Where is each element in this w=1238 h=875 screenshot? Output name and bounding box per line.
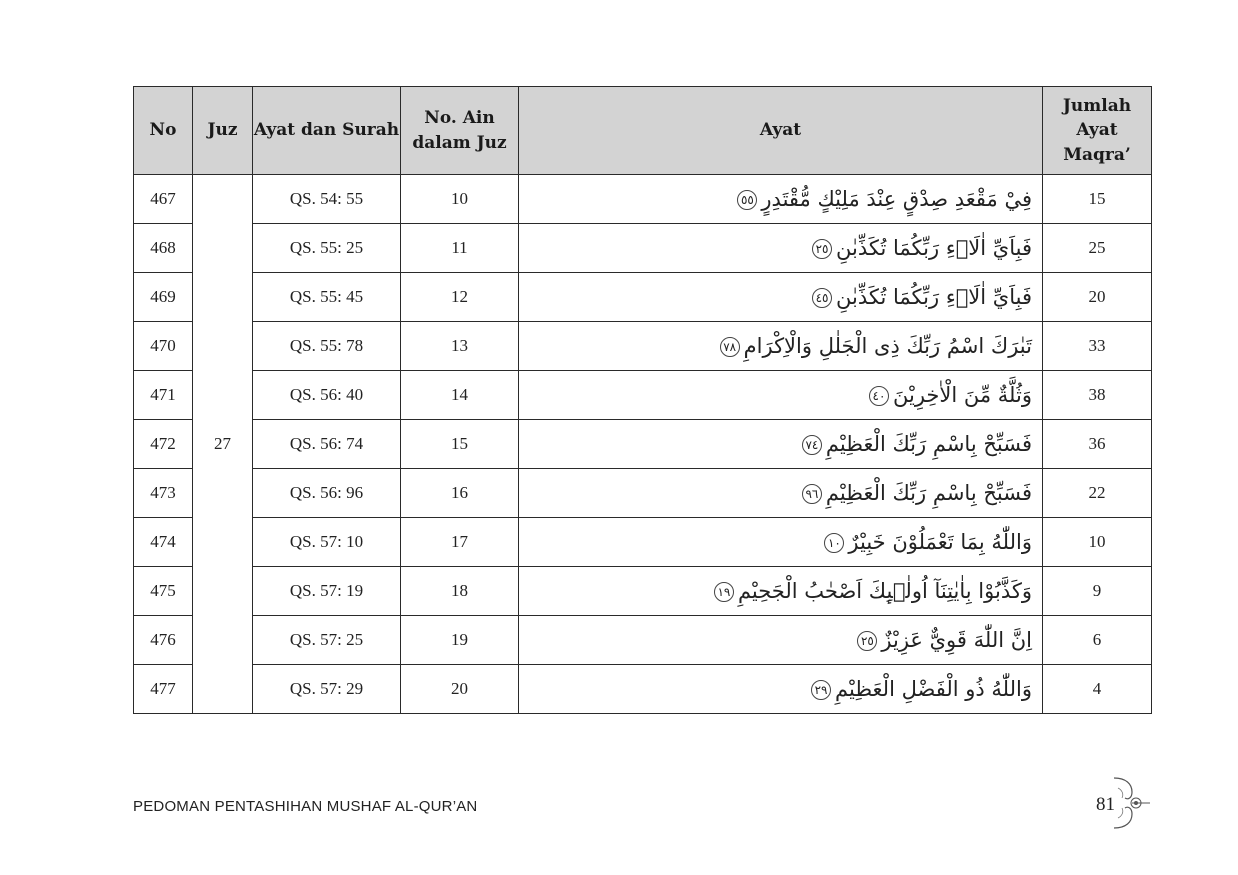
cell-surah: QS. 57: 10 [253,518,401,567]
header-jumlah-line2: Ayat [1076,120,1118,141]
cell-no: 471 [134,371,193,420]
cell-surah: QS. 57: 19 [253,567,401,616]
table-row [134,665,1152,714]
table-row [134,224,1152,273]
ayat-text: وَاللّٰهُ ذُو الْفَضْلِ الْعَظِيْمِ [835,677,1032,701]
ayat-text: فَبِاَيِّ اٰلَاۤءِ رَبِّكُمَا تُكَذِّبٰنِ [836,285,1032,309]
table-row [134,273,1152,322]
cell-jumlah: 9 [1043,567,1152,616]
ayah-end-marker-icon: ٤٥ [812,288,832,308]
ayat-text: فَسَبِّحْ بِاسْمِ رَبِّكَ الْعَظِيْمِ [825,481,1032,505]
cell-jumlah: 10 [1043,518,1152,567]
cell-ain: 13 [401,322,519,371]
ayat-text: فِيْ مَقْعَدِ صِدْقٍ عِنْدَ مَلِيْكٍ مُّقْتَدِرٍ [761,187,1032,211]
cell-jumlah: 36 [1043,420,1152,469]
cell-jumlah: 20 [1043,273,1152,322]
ayat-text: وَكَذَّبُوْا بِاٰيٰتِنَآ اُولٰۤىِٕكَ اَصْحٰبُ الْجَحِيْمِ [737,579,1032,603]
cell-surah: QS. 55: 78 [253,322,401,371]
cell-ayat [519,371,1043,420]
table-row [134,322,1152,371]
cell-no: 473 [134,469,193,518]
ayat-text: فَسَبِّحْ بِاسْمِ رَبِّكَ الْعَظِيْمِ [825,432,1032,456]
ayah-end-marker-icon: ٢٩ [811,680,831,700]
cell-ayat [519,224,1043,273]
table-row [134,518,1152,567]
cell-ayat [519,567,1043,616]
cell-surah: QS. 56: 40 [253,371,401,420]
header-jumlah-line3: Maqra’ [1063,144,1131,165]
cell-ain: 14 [401,371,519,420]
cell-surah: QS. 56: 96 [253,469,401,518]
cell-no: 477 [134,665,193,714]
cell-no: 467 [134,175,193,224]
table-row [134,616,1152,665]
header-no-ain [401,87,519,175]
cell-ayat [519,175,1043,224]
cell-ain: 10 [401,175,519,224]
ornament-icon [1108,774,1154,832]
cell-surah: QS. 57: 25 [253,616,401,665]
cell-no: 472 [134,420,193,469]
cell-no: 475 [134,567,193,616]
table-body [134,175,1152,714]
cell-jumlah: 38 [1043,371,1152,420]
ayah-end-marker-icon: ٧٤ [802,435,822,455]
ayat-text: فَبِاَيِّ اٰلَاۤءِ رَبِّكُمَا تُكَذِّبٰنِ [836,236,1032,260]
header-no: No [134,87,193,175]
page-number: 81 [1096,794,1115,815]
cell-jumlah: 15 [1043,175,1152,224]
cell-ayat [519,273,1043,322]
table-row [134,175,1152,224]
header-juz: Juz [193,87,253,175]
header-jumlah [1043,87,1152,175]
ayah-end-marker-icon: ٩٦ [802,484,822,504]
ayah-end-marker-icon: ٢٥ [857,631,877,651]
cell-ain: 17 [401,518,519,567]
ayah-end-marker-icon: ٢٥ [812,239,832,259]
ayat-text: اِنَّ اللّٰهَ قَوِيٌّ عَزِيْزٌ [881,628,1032,652]
cell-no: 474 [134,518,193,567]
cell-ain: 15 [401,420,519,469]
cell-ayat [519,322,1043,371]
cell-ain: 12 [401,273,519,322]
table-row [134,469,1152,518]
cell-ayat [519,420,1043,469]
cell-surah: QS. 57: 29 [253,665,401,714]
cell-no: 470 [134,322,193,371]
ayah-end-marker-icon: ٥٥ [737,190,757,210]
ayah-end-marker-icon: ١٩ [714,582,734,602]
table-row [134,371,1152,420]
header-no-ain-line1: No. Ain [424,107,495,128]
cell-ain: 18 [401,567,519,616]
cell-surah: QS. 55: 45 [253,273,401,322]
cell-ain: 11 [401,224,519,273]
header-no-ain-line2: dalam Juz [412,132,507,153]
ayah-end-marker-icon: ٧٨ [720,337,740,357]
header-row [134,87,1152,175]
ayat-text: وَثُلَّةٌ مِّنَ الْاٰخِرِيْنَ [893,383,1032,407]
cell-ayat [519,665,1043,714]
cell-surah: QS. 56: 74 [253,420,401,469]
cell-jumlah: 4 [1043,665,1152,714]
ayah-end-marker-icon: ١٠ [824,533,844,553]
cell-surah: QS. 54: 55 [253,175,401,224]
cell-jumlah: 33 [1043,322,1152,371]
cell-ain: 20 [401,665,519,714]
cell-ayat [519,616,1043,665]
cell-jumlah: 25 [1043,224,1152,273]
header-jumlah-line1: Jumlah [1062,95,1132,116]
cell-jumlah: 22 [1043,469,1152,518]
table-row [134,420,1152,469]
cell-surah: QS. 55: 25 [253,224,401,273]
ayah-end-marker-icon: ٤٠ [869,386,889,406]
cell-jumlah: 6 [1043,616,1152,665]
cell-ain: 16 [401,469,519,518]
cell-no: 476 [134,616,193,665]
cell-no: 468 [134,224,193,273]
cell-no: 469 [134,273,193,322]
header-ayat-surah: Ayat dan Surah [253,87,401,175]
cell-ayat [519,518,1043,567]
table-row [134,567,1152,616]
juz-table [133,86,1152,714]
cell-juz: 27 [193,175,253,714]
ayat-text: وَاللّٰهُ بِمَا تَعْمَلُوْنَ خَبِيْرٌ [848,530,1032,554]
cell-ain: 19 [401,616,519,665]
header-ayat: Ayat [519,87,1043,175]
cell-ayat [519,469,1043,518]
footer-title: PEDOMAN PENTASHIHAN MUSHAF AL-QUR’AN [133,798,478,815]
ayat-text: تَبٰرَكَ اسْمُ رَبِّكَ ذِى الْجَلٰلِ وَالْاِكْرَامِ [743,334,1032,358]
